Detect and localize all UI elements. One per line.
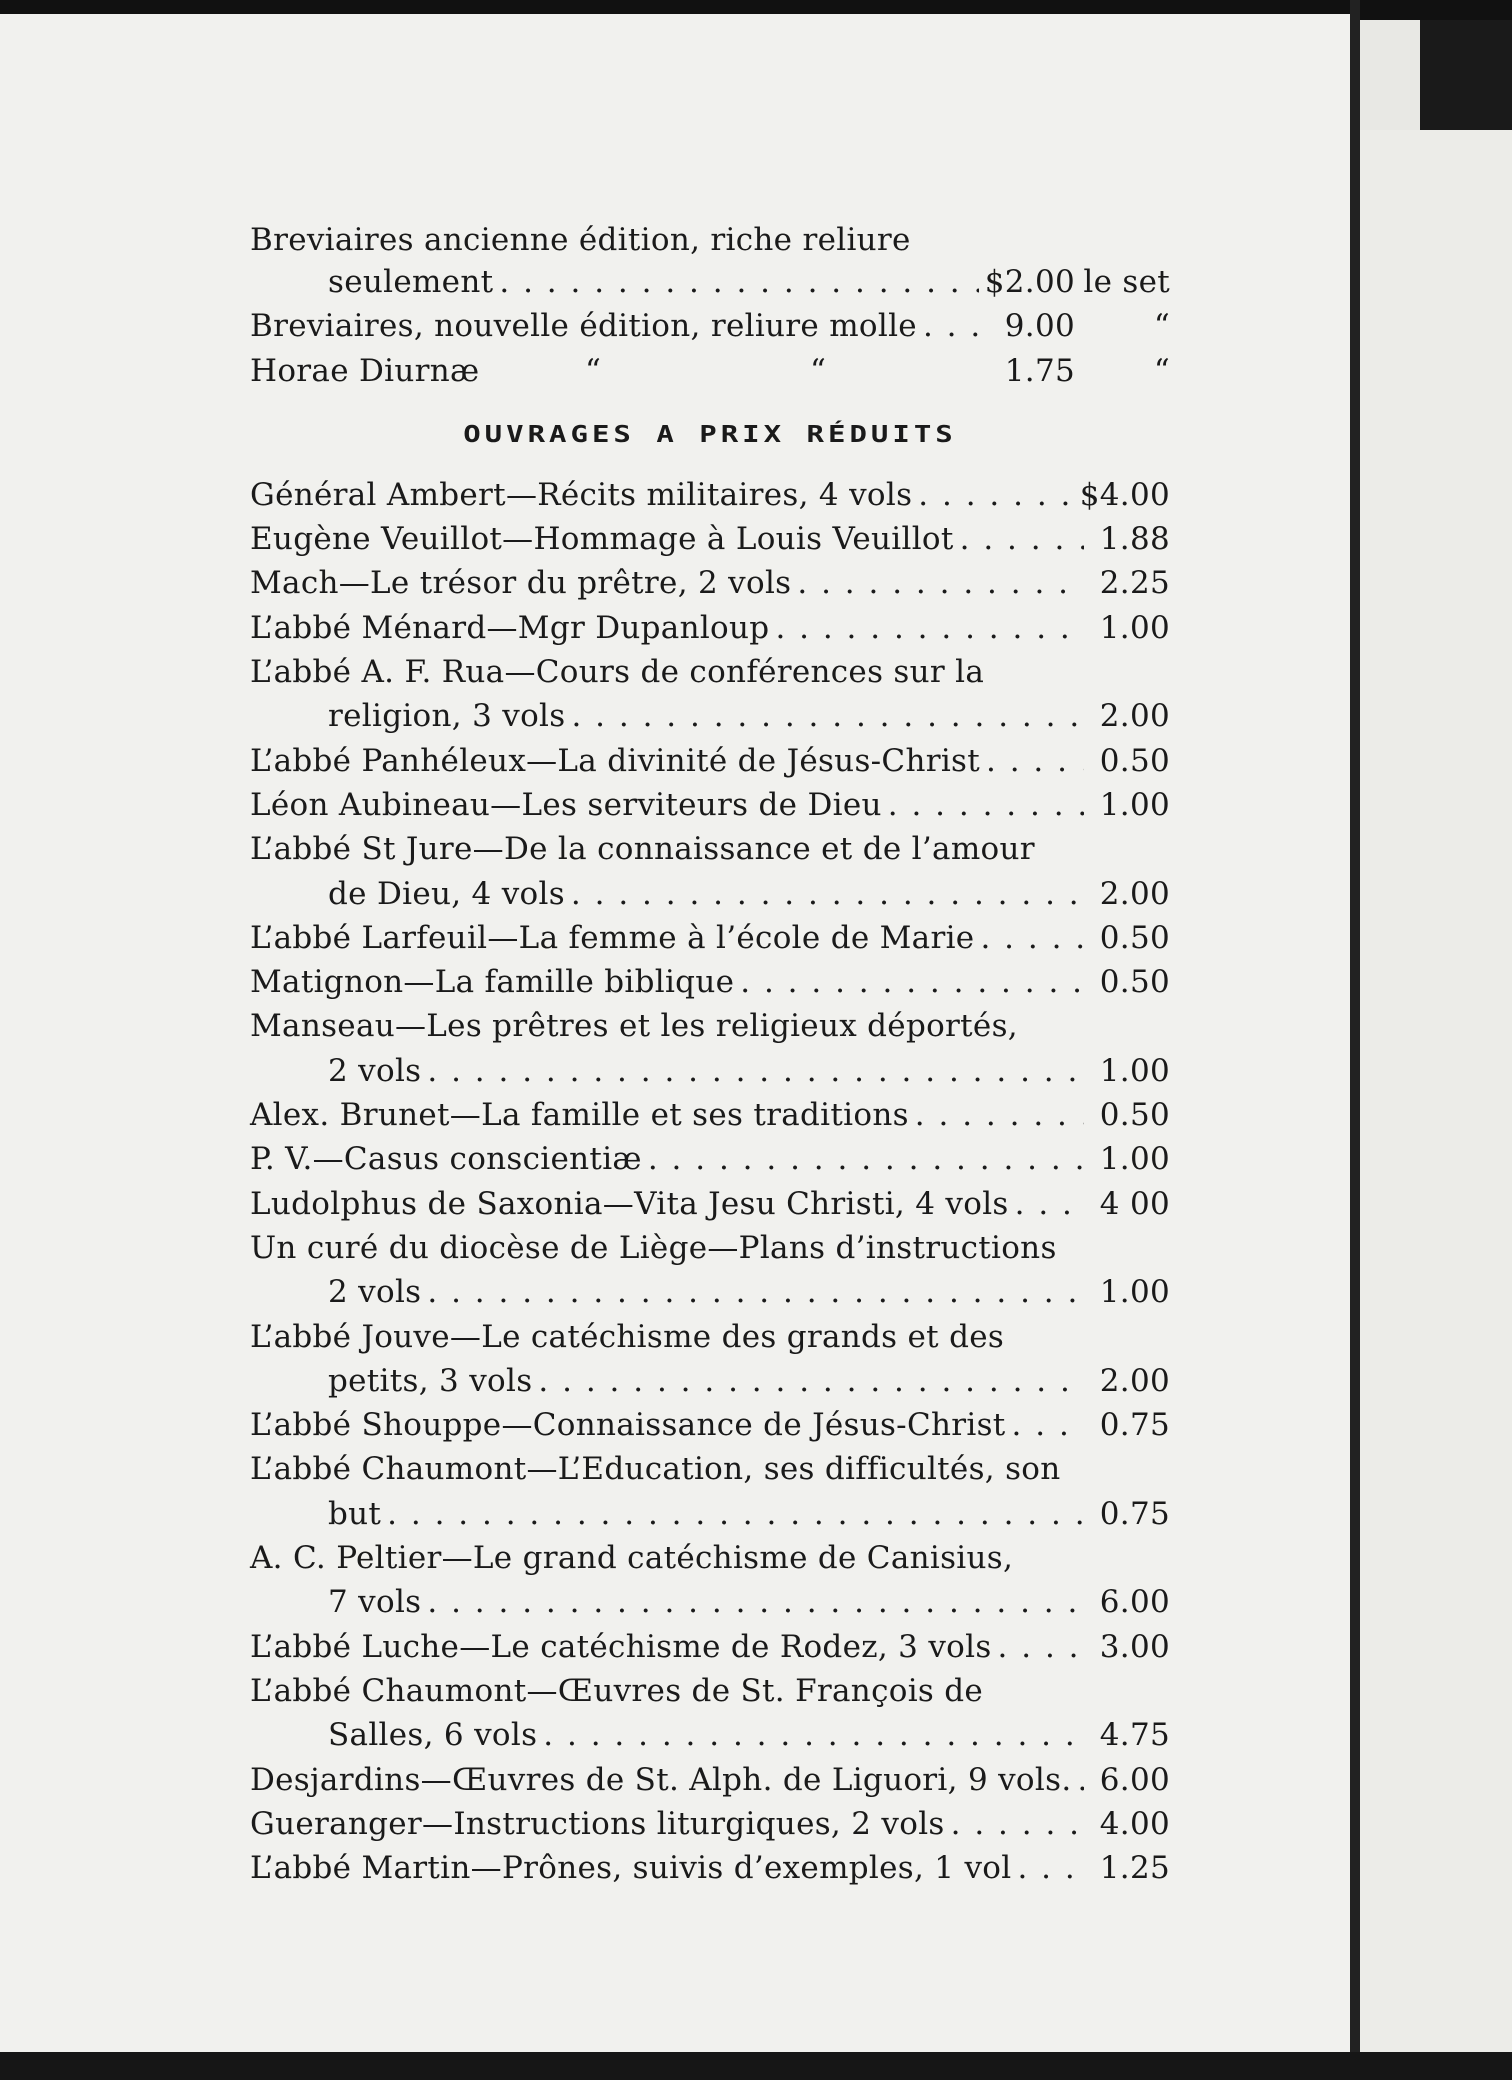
book-price: 0.75 (1099, 1495, 1170, 1532)
book-title: Un curé du diocèse de Liège—Plans d’instructions (250, 1229, 1057, 1266)
book-price: $4.00 (1079, 476, 1170, 513)
book-title: Général Ambert—Récits militaires, 4 vols (250, 476, 913, 513)
book-title: Eugène Veuillot—Hommage à Louis Veuillot (250, 521, 954, 558)
book-title: Gueranger—Instructions liturgiques, 2 vols (250, 1805, 945, 1842)
book-title: L’abbé Jouve—Le catéchisme des grands et des (250, 1318, 1005, 1355)
price-list (250, 218, 1170, 1890)
book-title: 2 vols (328, 1052, 422, 1089)
book-title: Léon Aubineau—Les serviteurs de Dieu (250, 786, 882, 823)
book-price: 0.50 (1099, 964, 1170, 1001)
leader-dots (571, 694, 1084, 738)
leader-dots (427, 1270, 1084, 1314)
book-entry (250, 783, 1170, 827)
book-title: Desjardins—Œuvres de St. Alph. de Liguori, 9 vols. (250, 1761, 1072, 1798)
breviaire-line-2 (250, 260, 1170, 304)
adjacent-page-edge (1360, 20, 1512, 2080)
book-price: 2.25 (1099, 565, 1170, 602)
adjacent-page-shadow (1360, 20, 1512, 130)
book-entry (250, 1846, 1170, 1890)
scan-bottom-border (0, 2052, 1512, 2080)
book-entry (250, 1713, 1170, 1757)
book-price: 3.00 (1099, 1628, 1170, 1665)
book-title: L’abbé Larfeuil—La femme à l’école de Marie (250, 919, 975, 956)
book-price: 1.88 (1099, 521, 1170, 558)
leader-dots (951, 1802, 1084, 1846)
book-price: 0.75 (1099, 1407, 1170, 1444)
book-list (250, 473, 1170, 1891)
book-entry (250, 1226, 1170, 1270)
book-entry (250, 1137, 1170, 1181)
leader-dots (648, 1137, 1084, 1181)
book-title: L’abbé Panhéleux—La divinité de Jésus-Christ (250, 742, 981, 779)
book-entry (250, 1669, 1170, 1713)
book-title: L’abbé Shouppe—Connaissance de Jésus-Christ (250, 1407, 1006, 1444)
book-entry (250, 1802, 1170, 1846)
leader-dots (1012, 1403, 1084, 1447)
book-price: 2.00 (1099, 875, 1170, 912)
leader-dots (923, 304, 989, 348)
book-entry (250, 1315, 1170, 1359)
leader-dots (915, 1093, 1084, 1137)
book-entry (250, 1049, 1170, 1093)
book-entry (250, 1492, 1170, 1536)
book-price: 1.00 (1099, 1141, 1170, 1178)
book-title: 7 vols (328, 1584, 422, 1621)
entry-title: seulement (328, 264, 494, 300)
entry-title: Horae Diurnæ (250, 352, 480, 389)
leader-dots (775, 606, 1084, 650)
leader-dots (960, 517, 1084, 561)
book-price: 1.00 (1099, 1274, 1170, 1311)
book-title: de Dieu, 4 vols (328, 875, 565, 912)
leader-dots (538, 1359, 1084, 1403)
book-price: 1.00 (1099, 1052, 1170, 1089)
book-title: A. C. Peltier—Le grand catéchisme de Canisius, (250, 1540, 1014, 1577)
book-price: 6.00 (1099, 1761, 1170, 1798)
page-gutter (1350, 0, 1360, 2080)
book-entry (250, 650, 1170, 694)
book-entry (250, 1447, 1170, 1491)
entry-unit: “ (1153, 352, 1170, 389)
leader-dots (888, 783, 1084, 827)
book-title: Alex. Brunet—La famille et ses traditions (250, 1097, 909, 1134)
book-entry (250, 1182, 1170, 1226)
book-price: 1.00 (1099, 786, 1170, 823)
book-price: 1.25 (1099, 1850, 1170, 1887)
entry-price: 1.75 (1004, 352, 1075, 389)
leader-dots (740, 960, 1084, 1004)
book-entry (250, 1270, 1170, 1314)
book-title: 2 vols (328, 1274, 422, 1311)
book-entry (250, 606, 1170, 650)
book-price: 2.00 (1099, 698, 1170, 735)
breviaire-line-1 (250, 218, 1170, 260)
book-entry (250, 694, 1170, 738)
ditto-mark: “ (810, 352, 827, 389)
book-price: 2.00 (1099, 1362, 1170, 1399)
book-price: 0.50 (1099, 1097, 1170, 1134)
leader-dots (427, 1049, 1084, 1093)
entry-price: $2.00 (984, 264, 1075, 300)
ditto-mark: “ (585, 352, 602, 389)
book-entry (250, 1403, 1170, 1447)
book-title: Manseau—Les prêtres et les religieux déportés, (250, 1008, 1018, 1045)
book-price: 4.00 (1099, 1805, 1170, 1842)
leader-dots (543, 1713, 1084, 1757)
book-title: L’abbé St Jure—De la connaissance et de l’amour (250, 831, 1035, 868)
book-title: religion, 3 vols (328, 698, 566, 735)
book-entry (250, 739, 1170, 783)
book-title: P. V.—Casus conscientiæ (250, 1141, 642, 1178)
leader-dots (387, 1492, 1084, 1536)
entry-unit: “ (1153, 308, 1170, 345)
book-entry (250, 916, 1170, 960)
leader-dots (1077, 1758, 1084, 1802)
leader-dots (918, 473, 1073, 517)
book-title: L’abbé Ménard—Mgr Dupanloup (250, 609, 770, 646)
book-price: 6.00 (1099, 1584, 1170, 1621)
book-title: L’abbé Martin—Prônes, suivis d’exemples, 1 vol (250, 1850, 1012, 1887)
book-title: L’abbé A. F. Rua—Cours de conférences sur la (250, 654, 985, 691)
leader-dots (797, 561, 1084, 605)
book-title: but (328, 1495, 382, 1532)
book-entry (250, 473, 1170, 517)
book-entry (250, 517, 1170, 561)
book-entry (250, 1004, 1170, 1048)
leader-dots (427, 1580, 1084, 1624)
book-entry (250, 872, 1170, 916)
leader-dots (980, 916, 1084, 960)
entry-price: 9.00 (1004, 308, 1075, 345)
book-title: Mach—Le trésor du prêtre, 2 vols (250, 565, 792, 602)
book-title: L’abbé Chaumont—Œuvres de St. François de (250, 1672, 984, 1709)
book-title: Matignon—La famille biblique (250, 964, 735, 1001)
book-entry (250, 561, 1170, 605)
book-entry (250, 960, 1170, 1004)
book-title: Ludolphus de Saxonia—Vita Jesu Christi, 4 vols (250, 1185, 1009, 1222)
book-entry (250, 1536, 1170, 1580)
book-title: L’abbé Chaumont—L’Education, ses difficultés, son (250, 1451, 1061, 1488)
leader-dots (1015, 1182, 1084, 1226)
entry-title: Breviaires ancienne édition, riche reliure (250, 222, 911, 258)
breviaire-line-3 (250, 304, 1170, 348)
book-title: Salles, 6 vols (328, 1717, 538, 1754)
book-price: 0.50 (1099, 919, 1170, 956)
book-price: 4 00 (1099, 1185, 1170, 1222)
book-price: 1.00 (1099, 609, 1170, 646)
book-entry (250, 1359, 1170, 1403)
leader-dots (1017, 1846, 1084, 1890)
leader-dots (499, 260, 978, 304)
entry-title: Breviaires, nouvelle édition, reliure molle (250, 308, 917, 345)
book-price: 4.75 (1099, 1717, 1170, 1754)
book-price: 0.50 (1099, 742, 1170, 779)
book-entry (250, 1625, 1170, 1669)
book-entry (250, 1758, 1170, 1802)
entry-unit: le set (1083, 264, 1170, 300)
leader-dots (571, 872, 1084, 916)
leader-dots (998, 1625, 1084, 1669)
book-title: petits, 3 vols (328, 1362, 533, 1399)
book-entry (250, 1093, 1170, 1137)
leader-dots (986, 739, 1084, 783)
book-title: L’abbé Luche—Le catéchisme de Rodez, 3 vols (250, 1628, 992, 1665)
book-entry (250, 1580, 1170, 1624)
section-heading: OUVRAGES A PRIX RÉDUITS (463, 420, 957, 448)
book-entry (250, 827, 1170, 871)
breviaire-line-4 (250, 349, 1170, 393)
